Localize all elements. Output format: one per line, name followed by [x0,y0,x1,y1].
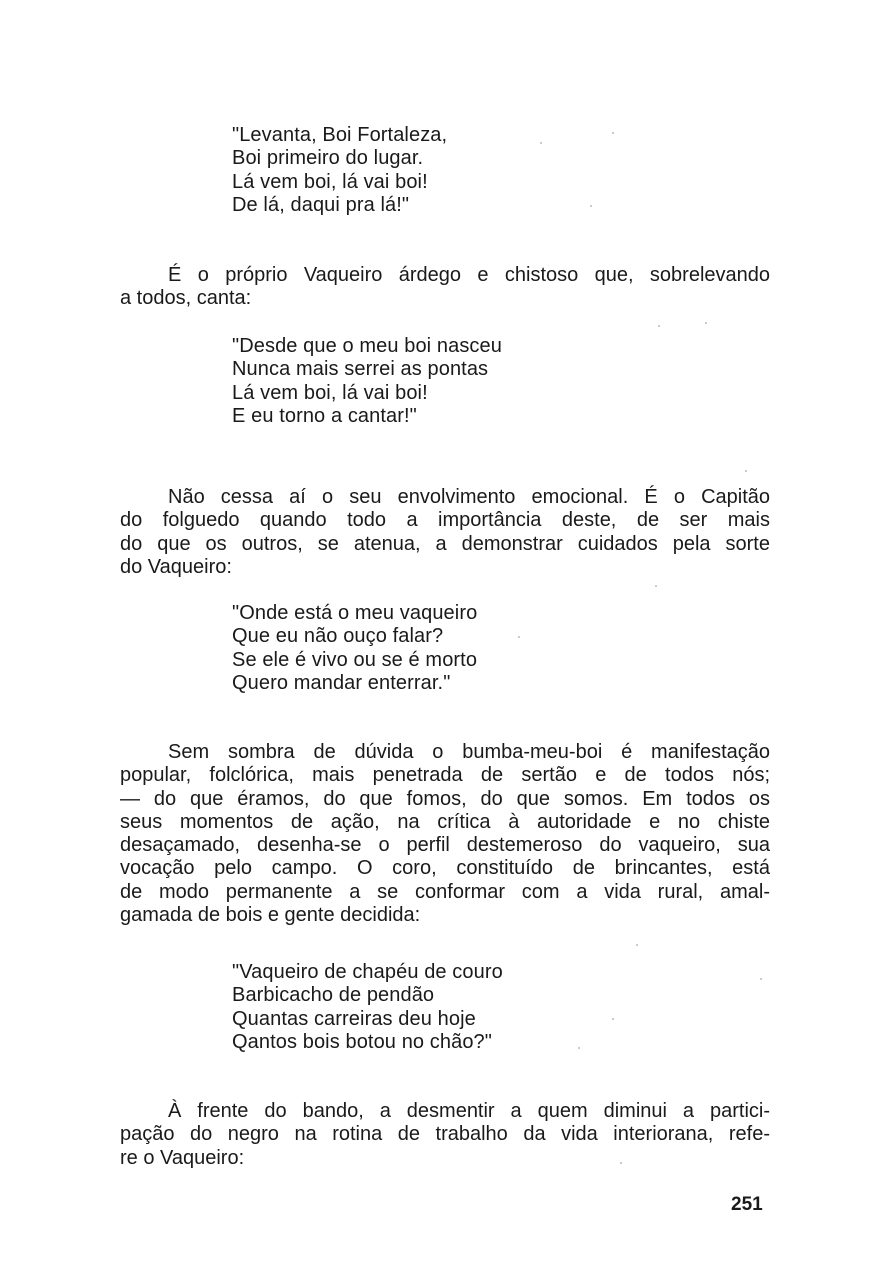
verse-block [232,602,477,695]
scan-speck [655,585,657,587]
paragraph-line: popular, folclórica, mais penetrada de sertão e de todos nós; [120,764,770,787]
scan-speck [705,322,707,324]
verse-line: Qantos bois botou no chão?" [232,1030,492,1053]
scan-speck [612,1018,614,1020]
verse-line: "Vaqueiro de chapéu de couro [232,961,503,983]
paragraph [120,1100,770,1170]
paragraph-line: gamada de bois e gente decidida: [120,904,421,927]
scan-speck [620,1162,622,1164]
verse-line: E eu torno a cantar!" [232,404,417,427]
verse-block [232,335,502,428]
verse-line: Se ele é vivo ou se é morto [232,648,478,671]
scan-speck [745,470,747,472]
paragraph-line: do folguedo quando todo a importância deste, de ser mais [120,509,770,532]
scan-speck [636,944,638,946]
scan-speck [760,978,762,980]
verse-block [232,124,447,217]
scan-speck [518,636,520,638]
scan-speck [540,142,542,144]
verse-block [232,961,503,1054]
scan-speck [658,325,660,327]
verse-line: "Desde que o meu boi nasceu [232,335,502,357]
verse-line: Nunca mais serrei as pontas [232,358,489,381]
verse-line: "Levanta, Boi Fortaleza, [232,124,448,146]
scan-speck [590,205,592,207]
paragraph-line: Sem sombra de dúvida o bumba-meu-boi é manifestação [168,741,770,763]
verse-line: Lá vem boi, lá vai boi! [232,381,428,404]
paragraph-line: É o próprio Vaqueiro árdego e chistoso que, sobrelevando [168,264,770,286]
paragraph-line: re o Vaqueiro: [120,1146,245,1169]
paragraph-line: a todos, canta: [120,287,252,310]
verse-line: Barbicacho de pendão [232,984,435,1007]
paragraph-line: de modo permanente a se conformar com a vida rural, amal- [120,880,770,903]
page-number: 251 [731,1194,763,1215]
verse-line: Que eu não ouço falar? [232,625,444,648]
paragraph-line: — do que éramos, do que fomos, do que somos. Em todos os [120,787,770,810]
verse-line: Boi primeiro do lugar. [232,147,424,170]
paragraph [120,741,770,927]
paragraph-line: vocação pelo campo. O coro, constituído de brincantes, está [120,857,770,880]
verse-line: Lá vem boi, lá vai boi! [232,170,428,193]
paragraph [120,486,770,579]
paragraph-line: À frente do bando, a desmentir a quem diminui a partici- [168,1100,770,1122]
paragraph-line: do que os outros, se atenua, a demonstrar cuidados pela sorte [120,532,770,555]
paragraph-line: desaçamado, desenha-se o perfil destemeroso do vaqueiro, sua [120,834,770,857]
scan-speck [578,1047,580,1049]
verse-line: "Onde está o meu vaqueiro [232,602,478,624]
paragraph-line: pação do negro na rotina de trabalho da vida interiorana, refe- [120,1123,770,1146]
paragraph-line: seus momentos de ação, na crítica à autoridade e no chiste [120,810,770,833]
paragraph-line: do Vaqueiro: [120,555,232,578]
verse-line: Quantas carreiras deu hoje [232,1007,476,1030]
verse-line: De lá, daqui pra lá!" [232,193,410,216]
scan-speck [612,132,614,134]
paragraph-line: Não cessa aí o seu envolvimento emocional. É o Capitão [168,486,770,508]
verse-line: Quero mandar enterrar." [232,671,451,694]
paragraph [120,264,770,311]
